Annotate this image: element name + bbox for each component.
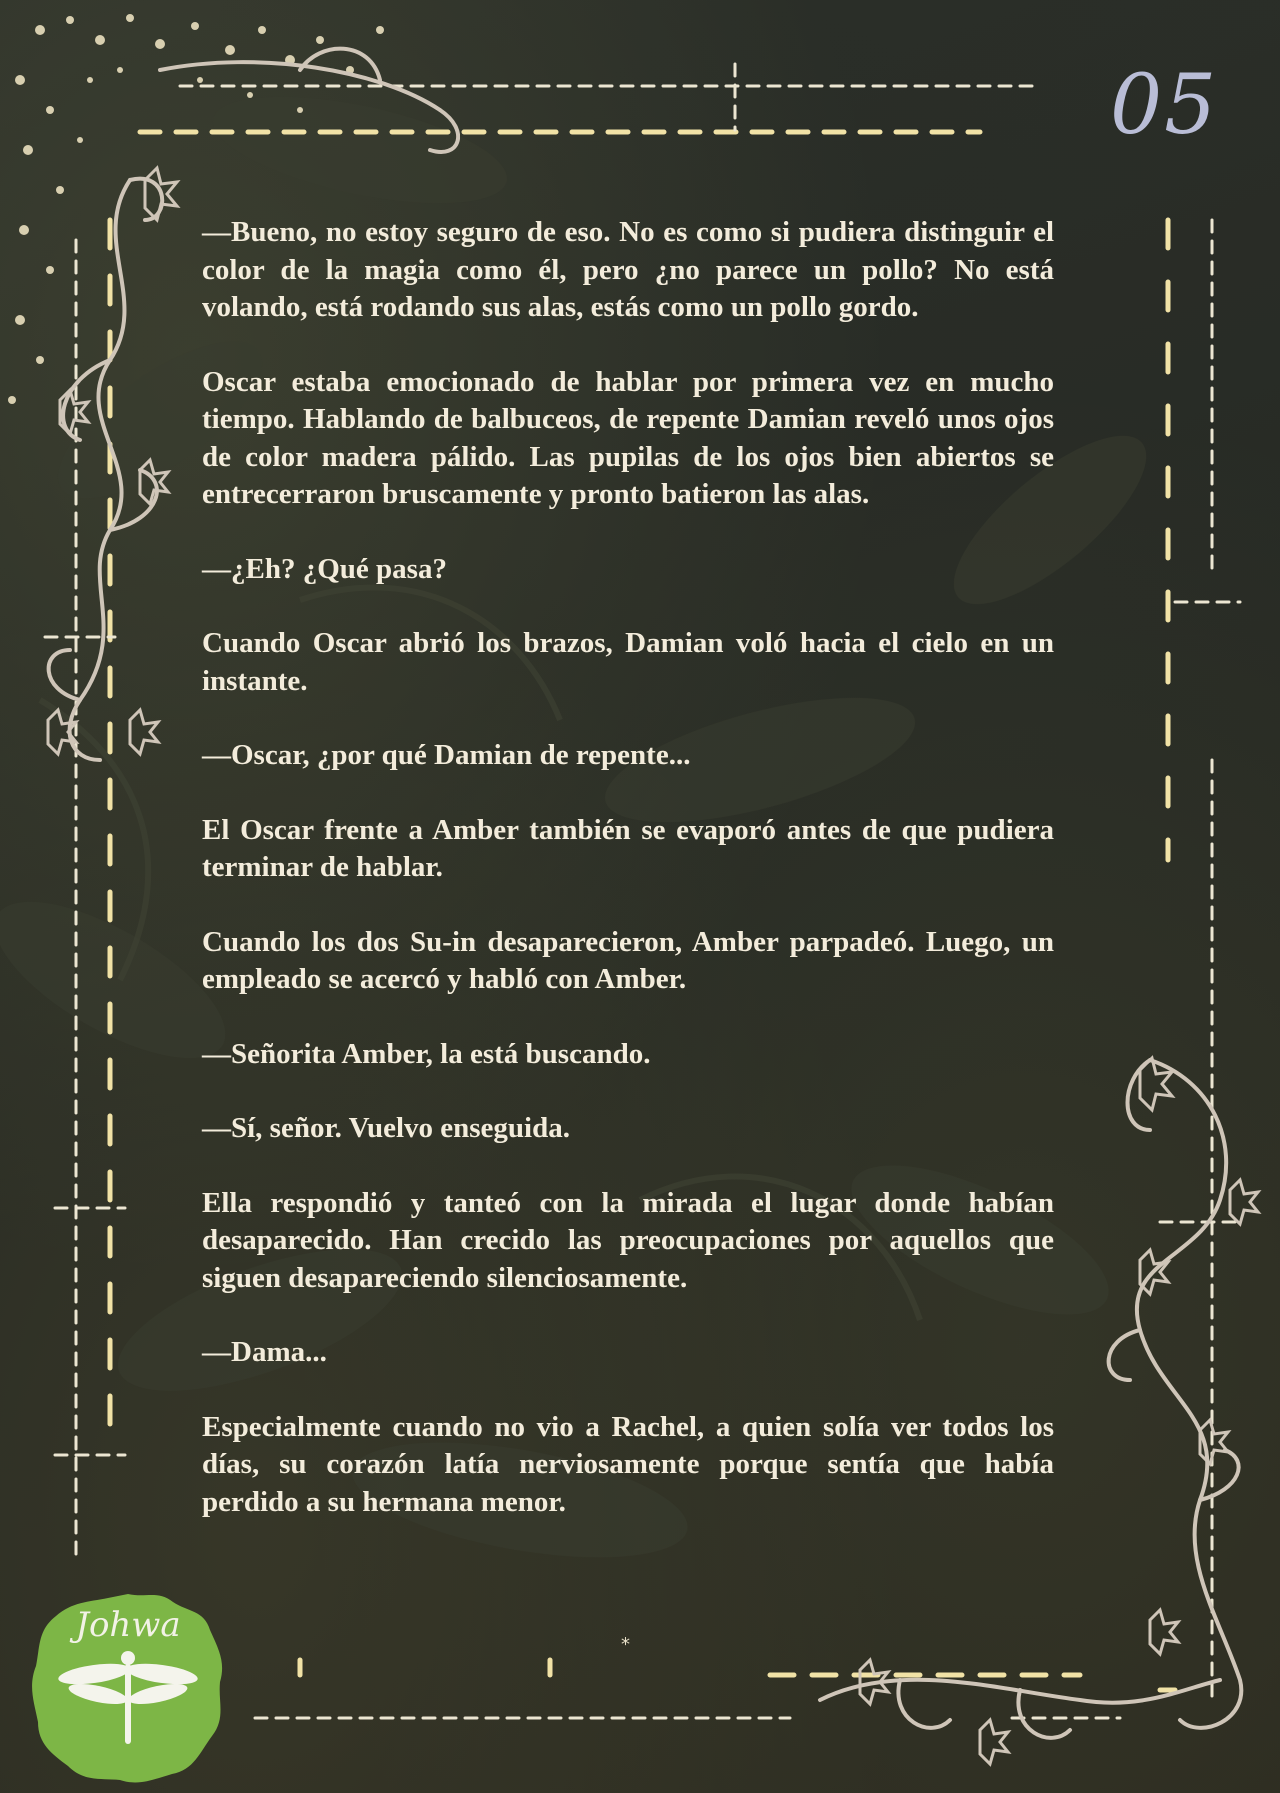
paragraph: El Oscar frente a Amber también se evaporó antes de que pudiera terminar de hablar. [202,813,1054,883]
text-block [202,214,1054,1558]
paragraph: Oscar estaba emocionado de hablar por primera vez en mucho tiempo. Hablando de balbuceos, de repente Damian reveló unos ojos de color madera pálido. Las pupilas de los ojos bien abiertos se entrecerraron bruscamente y pronto batieron las alas. [202,365,1054,510]
paragraph: —Oscar, ¿por qué Damian de repente... [202,739,691,771]
paragraph: —Dama... [202,1336,327,1368]
paragraph: Cuando los dos Su-in desaparecieron, Amber parpadeó. Luego, un empleado se acercó y habló con Amber. [202,925,1054,995]
logo-text: Johwa [75,1605,181,1645]
paragraph: —¿Eh? ¿Qué pasa? [202,552,447,585]
separator-mark: * [621,1634,630,1655]
paragraph: —Bueno, no estoy seguro de eso. No es como si pudiera distinguir el color de la magia como él, pero ¿no parece un pollo? No está volando, está rodando sus alas, estás como un pollo gordo. [202,216,1054,323]
paragraph: Ella respondió y tanteó con la mirada el lugar donde habían desaparecido. Han crecido las preocupaciones por aquellos que siguen desapareciendo silenciosamente. [202,1186,1054,1294]
page-number: 05 [1110,58,1219,153]
paragraph: Especialmente cuando no vio a Rachel, a quien solía ver todos los días, su corazón latía nerviosamente porque sentía que había perdido a su hermana menor. [202,1410,1054,1518]
paragraph: —Señorita Amber, la está buscando. [202,1037,651,1070]
watermark-logo [28,1586,228,1786]
paragraph: Cuando Oscar abrió los brazos, Damian voló hacia el cielo en un instante. [202,627,1054,697]
paragraph: —Sí, señor. Vuelvo enseguida. [202,1112,570,1144]
